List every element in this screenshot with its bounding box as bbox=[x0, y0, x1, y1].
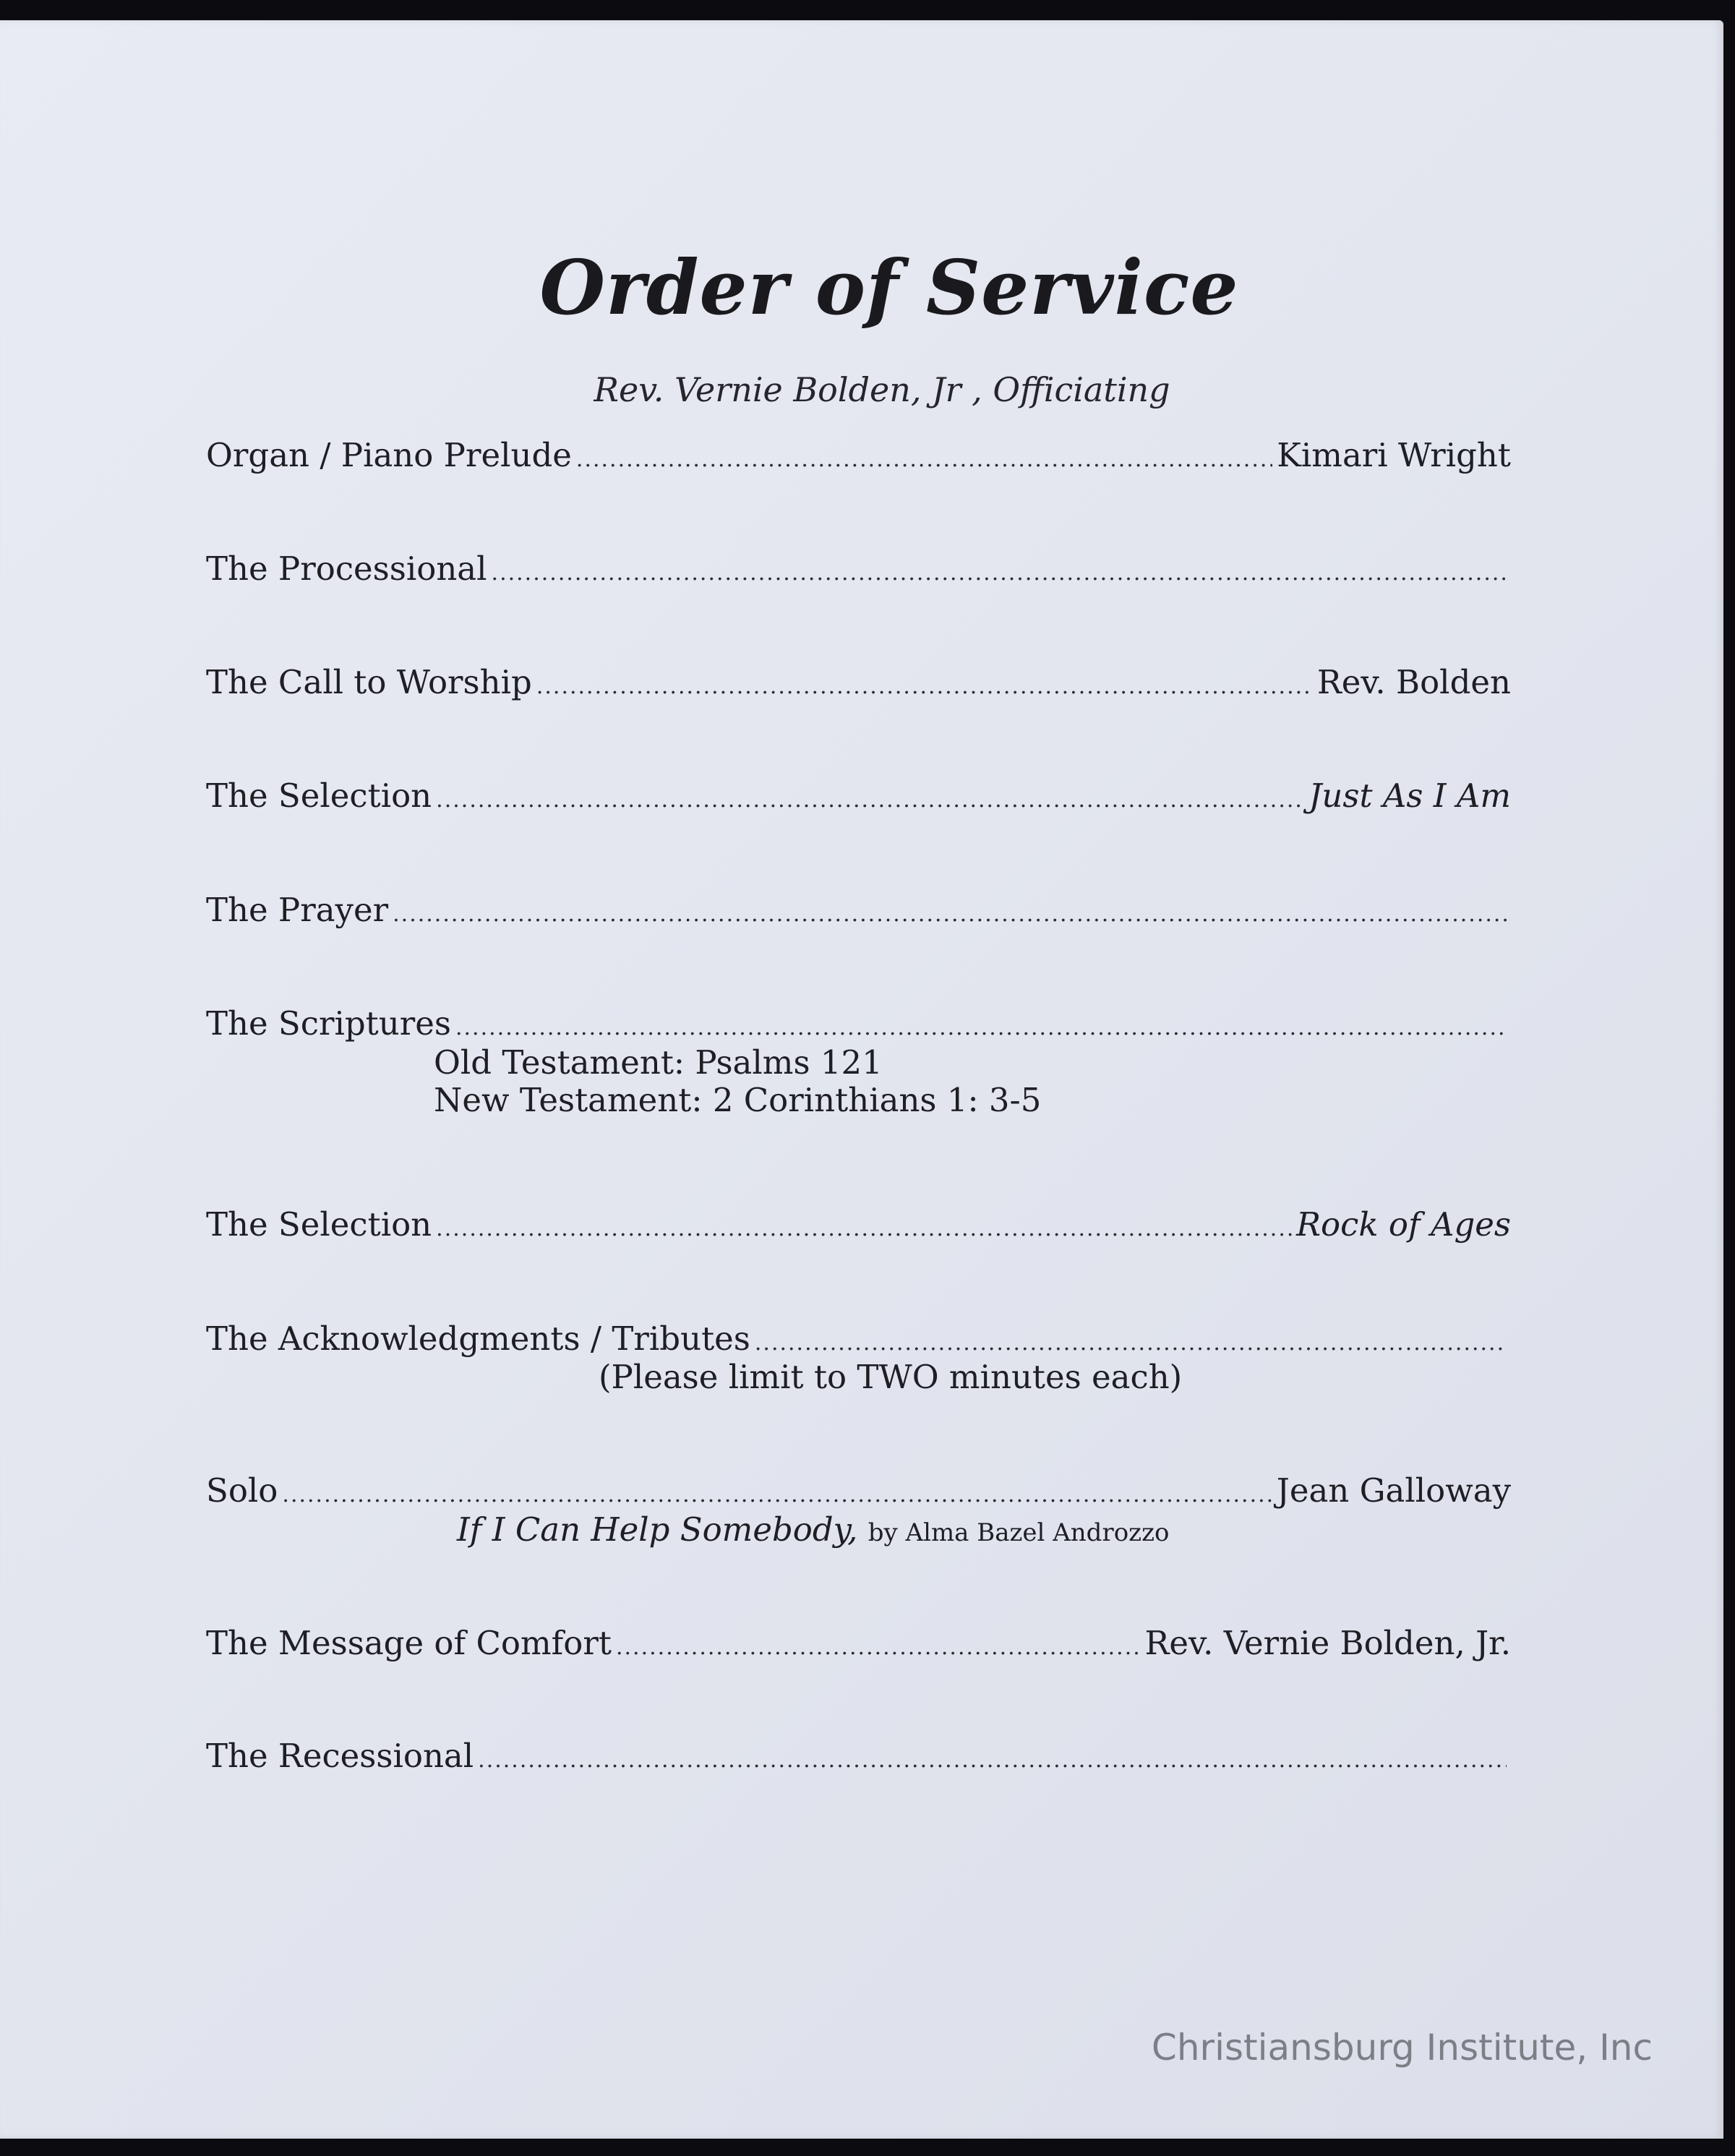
program-item-label: The Recessional bbox=[206, 1737, 474, 1775]
program-item-performer: Kimari Wright bbox=[1277, 436, 1511, 474]
officiant-subtitle: Rev. Vernie Bolden, Jr , Officiating bbox=[594, 370, 1170, 409]
dot-leader bbox=[536, 674, 1313, 700]
dot-leader bbox=[576, 447, 1272, 473]
program-item-label: The Processional bbox=[206, 549, 487, 588]
program-item-performer: Rev. Vernie Bolden, Jr. bbox=[1144, 1624, 1511, 1662]
dot-leader bbox=[616, 1635, 1141, 1661]
program-item-label: The Call to Worship bbox=[206, 663, 532, 701]
program-item-label: The Selection bbox=[206, 777, 432, 815]
program-item-label: The Acknowledgments / Tributes bbox=[206, 1319, 750, 1358]
program-item-call-to-worship bbox=[206, 663, 1511, 702]
program-item-song: Just As I Am bbox=[1308, 777, 1511, 815]
scripture-old-testament: Old Testament: Psalms 121 bbox=[434, 1043, 883, 1082]
program-item-processional bbox=[206, 549, 1511, 589]
dot-leader bbox=[478, 1748, 1507, 1774]
program-item-message bbox=[206, 1624, 1511, 1663]
program-item-recessional bbox=[206, 1737, 1511, 1776]
solo-song-author: by Alma Bazel Androzzo bbox=[868, 1518, 1170, 1547]
dot-leader bbox=[282, 1482, 1272, 1508]
dot-leader bbox=[755, 1330, 1507, 1356]
program-item-label: The Selection bbox=[206, 1205, 432, 1244]
solo-song-credit bbox=[457, 1510, 1169, 1549]
program-item-performer: Rev. Bolden bbox=[1316, 663, 1511, 701]
program-page bbox=[0, 20, 1723, 2139]
solo-song-title: If I Can Help Somebody, bbox=[457, 1510, 858, 1549]
program-item-label: The Scriptures bbox=[206, 1004, 451, 1043]
dot-leader bbox=[436, 787, 1304, 813]
dot-leader bbox=[455, 1015, 1507, 1041]
program-item-solo bbox=[206, 1471, 1511, 1510]
page-title: Order of Service bbox=[539, 243, 1239, 332]
program-item-label: The Prayer bbox=[206, 891, 389, 929]
program-item-prelude bbox=[206, 436, 1511, 475]
program-item-performer: Jean Galloway bbox=[1276, 1471, 1511, 1510]
program-item-label: Solo bbox=[206, 1471, 278, 1510]
watermark-text: Christiansburg Institute, Inc bbox=[1151, 2027, 1653, 2069]
scripture-new-testament: New Testament: 2 Corinthians 1: 3-5 bbox=[434, 1081, 1042, 1119]
tributes-note: (Please limit to TWO minutes each) bbox=[599, 1358, 1183, 1396]
program-item-selection-2 bbox=[206, 1205, 1511, 1244]
program-item-label: Organ / Piano Prelude bbox=[206, 436, 572, 474]
dot-leader bbox=[492, 560, 1507, 586]
dot-leader bbox=[393, 902, 1507, 928]
program-item-tributes bbox=[206, 1319, 1511, 1359]
program-item-prayer bbox=[206, 891, 1511, 930]
dot-leader bbox=[436, 1216, 1292, 1242]
program-item-label: The Message of Comfort bbox=[206, 1624, 612, 1662]
program-item-scriptures bbox=[206, 1004, 1511, 1043]
program-item-selection-1 bbox=[206, 777, 1511, 816]
program-item-song: Rock of Ages bbox=[1296, 1205, 1511, 1244]
